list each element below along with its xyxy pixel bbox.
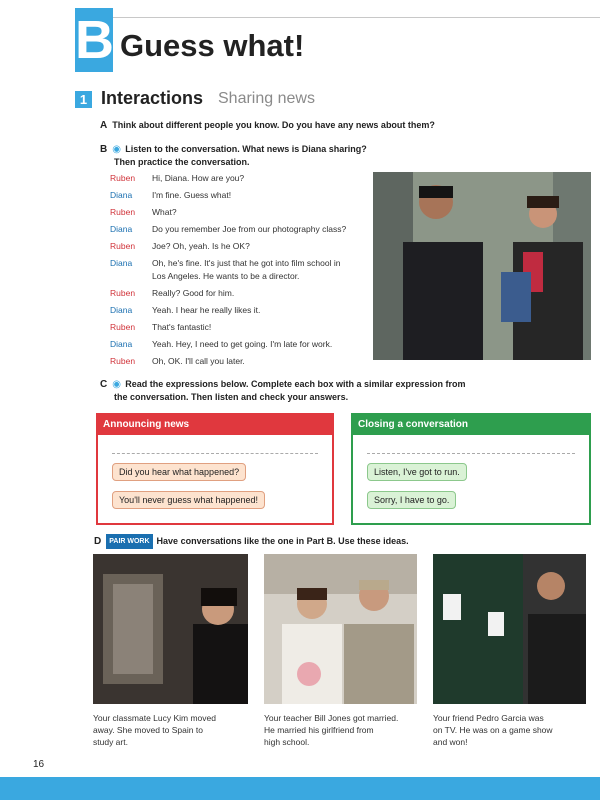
task-a bbox=[100, 119, 435, 132]
top-rule bbox=[75, 17, 600, 18]
bottom-bar bbox=[0, 777, 600, 800]
pair-work-badge: PAIR WORK bbox=[106, 534, 152, 549]
speaker-name: Ruben bbox=[110, 173, 136, 183]
photo-game-show-art bbox=[433, 554, 586, 704]
utterance-line: Yeah. Hey, I need to get going. I'm late for work. bbox=[152, 339, 333, 349]
announcing-news-box bbox=[96, 413, 334, 525]
photo-game-show bbox=[433, 554, 586, 704]
utterance-line: Oh, OK. I'll call you later. bbox=[152, 356, 245, 366]
speaker-name: Diana bbox=[110, 258, 133, 268]
section-title: Interactions bbox=[101, 88, 204, 108]
closing-conversation-box bbox=[351, 413, 591, 525]
caption-1-line-1: Your classmate Lucy Kim moved bbox=[93, 713, 216, 723]
task-b-line1: Listen to the conversation. What news is Diana sharing? bbox=[125, 144, 367, 154]
photo-wedding-art bbox=[264, 554, 417, 704]
utterance-line: Really? Good for him. bbox=[152, 288, 235, 298]
caption-3-line-3: and won! bbox=[433, 737, 468, 747]
headphones-icon-c[interactable]: ◉ bbox=[112, 379, 121, 390]
speaker-name: Ruben bbox=[110, 288, 136, 298]
conversation-photo-art bbox=[373, 172, 591, 360]
utterance-line: Yeah. I hear he really likes it. bbox=[152, 305, 261, 315]
caption-2 bbox=[264, 712, 429, 748]
caption-2-line-3: high school. bbox=[264, 737, 310, 747]
page-number: 16 bbox=[33, 759, 45, 770]
speaker-name: Ruben bbox=[110, 356, 136, 366]
caption-3 bbox=[433, 712, 583, 748]
caption-3-line-1: Your friend Pedro Garcia was bbox=[433, 713, 544, 723]
task-b bbox=[100, 143, 367, 156]
section-number: 1 bbox=[75, 91, 92, 108]
photo-artist-art bbox=[93, 554, 248, 704]
photo-artist bbox=[93, 554, 248, 704]
caption-2-line-2: He married his girlfriend from bbox=[264, 725, 374, 735]
speaker-name: Ruben bbox=[110, 207, 136, 217]
announcing-expression-1: Did you hear what happened? bbox=[112, 463, 246, 481]
closing-expression-1: Listen, I've got to run. bbox=[367, 463, 467, 481]
task-c-line2: the conversation. Then listen and check your answers. bbox=[114, 392, 349, 402]
utterance-line: Hi, Diana. How are you? bbox=[152, 173, 245, 183]
photo-wedding bbox=[264, 554, 417, 704]
task-c-line2-wrap bbox=[114, 391, 348, 404]
utterance-line: What? bbox=[152, 207, 177, 217]
caption-1-line-2: away. She moved to Spain to bbox=[93, 725, 203, 735]
caption-1-line-3: study art. bbox=[93, 737, 128, 747]
caption-1 bbox=[93, 712, 243, 748]
caption-2-line-1: Your teacher Bill Jones got married. bbox=[264, 713, 399, 723]
task-c-line1: Read the expressions below. Complete each box with a similar expression from bbox=[125, 379, 466, 389]
headphones-icon[interactable]: ◉ bbox=[112, 144, 121, 155]
section-subtitle: Sharing news bbox=[218, 90, 315, 107]
utterance-line: Los Angeles. He wants to be a director. bbox=[152, 271, 300, 281]
answer-line[interactable] bbox=[367, 453, 575, 454]
task-d-text: Have conversations like the one in Part B. Use these ideas. bbox=[156, 536, 409, 546]
speaker-name: Ruben bbox=[110, 241, 136, 251]
utterance-line: Joe? Oh, yeah. Is he OK? bbox=[152, 241, 250, 251]
caption-3-line-2: on TV. He was on a game show bbox=[433, 725, 553, 735]
announcing-news-title: Announcing news bbox=[98, 415, 332, 435]
utterance-line: I'm fine. Guess what! bbox=[152, 190, 232, 200]
conversation-photo bbox=[373, 172, 591, 360]
closing-expression-2: Sorry, I have to go. bbox=[367, 491, 456, 509]
answer-line[interactable] bbox=[112, 453, 318, 454]
task-b-line2: Then practice the conversation. bbox=[114, 157, 250, 167]
speaker-name: Ruben bbox=[110, 322, 136, 332]
closing-conversation-title: Closing a conversation bbox=[353, 415, 589, 435]
task-d-label: D bbox=[94, 536, 102, 547]
task-c bbox=[100, 378, 466, 391]
task-b-label: B bbox=[100, 144, 108, 155]
task-a-label: A bbox=[100, 120, 108, 131]
speaker-name: Diana bbox=[110, 224, 133, 234]
utterance-line: Do you remember Joe from our photography class? bbox=[152, 224, 347, 234]
utterance-line: That's fantastic! bbox=[152, 322, 212, 332]
task-b-line2-wrap bbox=[114, 156, 250, 169]
speaker-name: Diana bbox=[110, 190, 133, 200]
page-title: Guess what! bbox=[120, 28, 305, 63]
task-d bbox=[94, 534, 409, 549]
task-c-label: C bbox=[100, 379, 108, 390]
unit-letter-block: B bbox=[75, 10, 114, 70]
utterance-line: Oh, he's fine. It's just that he got into film school in bbox=[152, 258, 341, 268]
announcing-expression-2: You'll never guess what happened! bbox=[112, 491, 265, 509]
speaker-name: Diana bbox=[110, 339, 133, 349]
task-a-text: Think about different people you know. Do you have any news about them? bbox=[112, 120, 435, 130]
speaker-name: Diana bbox=[110, 305, 133, 315]
